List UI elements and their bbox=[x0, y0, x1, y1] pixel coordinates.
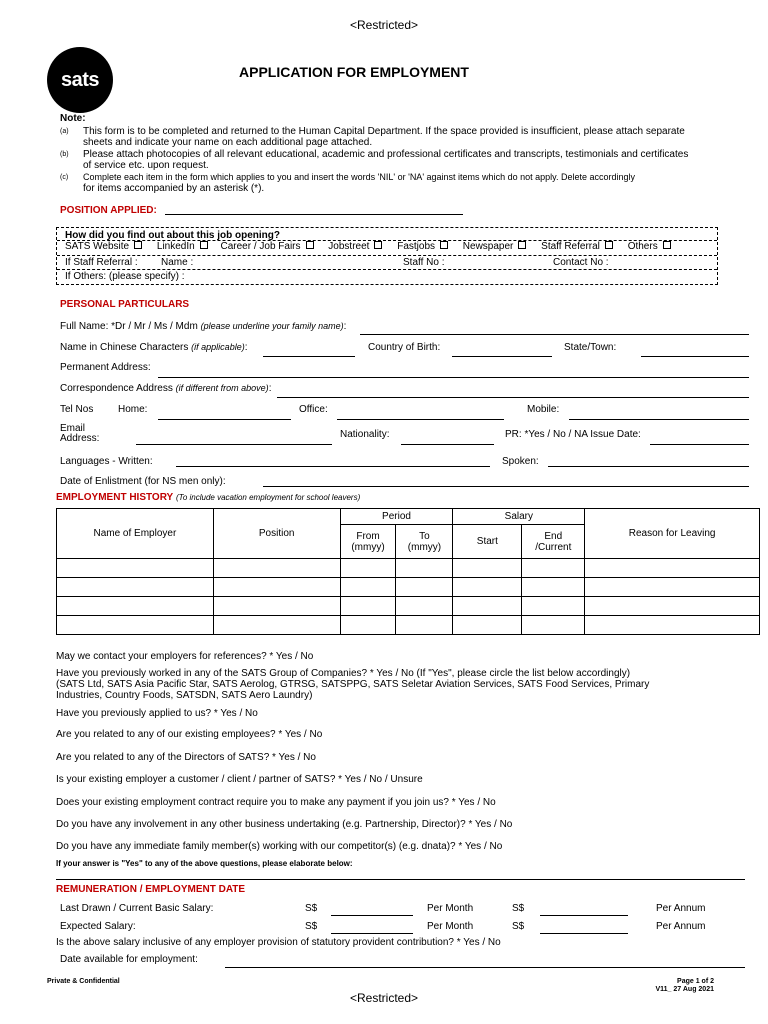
country-birth-field[interactable] bbox=[452, 356, 552, 357]
enlistment-label: Date of Enlistment (for NS men only): bbox=[60, 476, 226, 487]
referral-name-label: Name : bbox=[161, 257, 194, 268]
option-label: Fastjobs bbox=[397, 241, 436, 252]
logo-text: sats bbox=[60, 68, 100, 91]
table-row bbox=[57, 559, 760, 578]
option-label: Staff Referral bbox=[541, 241, 600, 252]
full-name-field[interactable] bbox=[360, 334, 749, 335]
employment-heading: EMPLOYMENT HISTORY bbox=[56, 492, 174, 503]
expected-month-currency: S$ bbox=[305, 921, 318, 932]
corr-address-row bbox=[60, 383, 271, 394]
question-sats-group-list-2: Industries, Country Foods, SATSDN, SATS Aero Laundry) bbox=[56, 690, 313, 701]
email-field[interactable] bbox=[136, 444, 332, 445]
permanent-address-field[interactable] bbox=[158, 377, 749, 378]
question-sats-group-list: (SATS Ltd, SATS Asia Pacific Star, SATS Aerolog, GTRSG, SATSPPG, SATS Seletar Aviation Services, SATS Food Services, Primary bbox=[56, 679, 650, 690]
checkbox-icon[interactable] bbox=[605, 241, 613, 249]
note-tag: (b) bbox=[60, 151, 69, 158]
table-cell[interactable] bbox=[522, 597, 585, 616]
full-name-label: Full Name: *Dr / Mr / Ms / Mdm bbox=[60, 321, 198, 332]
option-label: LinkedIn bbox=[156, 241, 195, 252]
table-cell[interactable] bbox=[213, 578, 340, 597]
checkbox-icon[interactable] bbox=[518, 241, 526, 249]
last-drawn-annum-field[interactable] bbox=[540, 915, 628, 916]
job-source-box bbox=[56, 227, 718, 285]
employment-table bbox=[56, 508, 760, 635]
last-drawn-per-month: Per Month bbox=[427, 903, 474, 914]
referral-staff-no-label: Staff No : bbox=[403, 257, 445, 268]
elaborate-field[interactable] bbox=[56, 879, 745, 880]
option-staff-referral[interactable] bbox=[541, 241, 613, 252]
table-cell[interactable] bbox=[522, 616, 585, 635]
checkbox-icon[interactable] bbox=[663, 241, 671, 249]
employment-hint: (To include vacation employment for school leavers) bbox=[176, 493, 361, 502]
last-drawn-month-currency: S$ bbox=[305, 903, 318, 914]
table-cell[interactable] bbox=[340, 578, 396, 597]
table-cell[interactable] bbox=[453, 559, 522, 578]
table-cell[interactable] bbox=[585, 559, 760, 578]
option-label: Jobstreet bbox=[328, 241, 370, 252]
nationality-field[interactable] bbox=[401, 444, 494, 445]
employment-heading-row bbox=[56, 492, 360, 503]
expected-per-annum: Per Annum bbox=[656, 921, 706, 932]
note-text: of service etc. upon request. bbox=[83, 160, 209, 171]
question-sats-group: Have you previously worked in any of the SATS Group of Companies? * Yes / No (If "Yes", please circle the list below accordingly) bbox=[56, 668, 631, 679]
header-reason: Reason for Leaving bbox=[585, 509, 760, 559]
question-applied: Have you previously applied to us? * Yes / No bbox=[56, 708, 258, 719]
header-end bbox=[522, 525, 585, 559]
footer-confidential: Private & Confidential bbox=[47, 978, 120, 985]
full-name-hint: (please underline your family name) bbox=[200, 321, 344, 331]
languages-written-label: Languages - Written: bbox=[60, 456, 153, 467]
header-mmyy: (mmyy) bbox=[351, 541, 385, 553]
header-mmyy: (mmyy) bbox=[407, 541, 442, 553]
table-row bbox=[57, 578, 760, 597]
last-drawn-per-annum: Per Annum bbox=[656, 903, 706, 914]
chinese-name-field[interactable] bbox=[263, 356, 355, 357]
full-name-row bbox=[60, 321, 346, 332]
note-text: This form is to be completed and returned to the Human Capital Department. If the space provided is insufficient, please attach separate bbox=[83, 126, 685, 137]
state-town-label: State/Town: bbox=[564, 342, 617, 353]
table-cell[interactable] bbox=[57, 597, 214, 616]
home-label: Home: bbox=[118, 404, 148, 415]
colon: : bbox=[244, 342, 248, 353]
expected-month-field[interactable] bbox=[331, 933, 413, 934]
option-newspaper[interactable] bbox=[463, 241, 527, 252]
position-applied-label: POSITION APPLIED: bbox=[60, 205, 157, 216]
pr-issue-date-field[interactable] bbox=[650, 444, 749, 445]
header-end-label: End bbox=[544, 530, 563, 542]
header-salary: Salary bbox=[453, 509, 585, 525]
table-cell[interactable] bbox=[340, 597, 396, 616]
tel-nos-label: Tel Nos bbox=[60, 404, 94, 415]
header-current-label: /Current bbox=[535, 541, 572, 553]
date-available-label: Date available for employment: bbox=[60, 954, 198, 965]
option-sats-website[interactable] bbox=[65, 241, 142, 252]
table-cell[interactable] bbox=[585, 597, 760, 616]
home-field[interactable] bbox=[158, 419, 291, 420]
office-label: Office: bbox=[299, 404, 328, 415]
footer-version: V11_ 27 Aug 2021 bbox=[655, 986, 714, 993]
pr-label: PR: *Yes / No / NA Issue Date: bbox=[505, 429, 641, 440]
question-business-involvement: Do you have any involvement in any other business undertaking (e.g. Partnership, Director)? * Yes / No bbox=[56, 819, 513, 830]
personal-heading: PERSONAL PARTICULARS bbox=[60, 299, 190, 310]
chinese-name-hint: (if applicable) bbox=[191, 342, 245, 352]
table-cell[interactable] bbox=[453, 578, 522, 597]
expected-annum-field[interactable] bbox=[540, 933, 628, 934]
table-cell[interactable] bbox=[522, 559, 585, 578]
colon: : bbox=[343, 321, 347, 332]
page-title: APPLICATION FOR EMPLOYMENT bbox=[239, 64, 469, 80]
referral-contact-label: Contact No : bbox=[553, 257, 609, 268]
note-text: for items accompanied by an asterisk (*). bbox=[83, 183, 265, 194]
note-label: Note: bbox=[60, 113, 86, 124]
table-cell[interactable] bbox=[213, 597, 340, 616]
option-label: Career / Job Fairs bbox=[220, 241, 301, 252]
table-cell[interactable] bbox=[57, 559, 214, 578]
referral-label: If Staff Referral : bbox=[65, 257, 138, 268]
note-text: Complete each item in the form which applies to you and insert the words 'NIL' or 'NA' against items which do not apply. Delete accordingly bbox=[83, 172, 635, 182]
header-from bbox=[340, 525, 396, 559]
spoken-field[interactable] bbox=[548, 466, 749, 467]
question-contract-payment: Does your existing employment contract require you to make any payment if you join us? * Yes / No bbox=[56, 797, 496, 808]
nationality-label: Nationality: bbox=[340, 429, 390, 440]
table-cell[interactable] bbox=[340, 616, 396, 635]
note-tag: (a) bbox=[60, 128, 69, 135]
header-start: Start bbox=[453, 525, 522, 559]
question-family-competitor: Do you have any immediate family member(s) working with our competitor(s) (e.g. dnata)? * Yes / No bbox=[56, 841, 503, 852]
chinese-name-label: Name in Chinese Characters bbox=[60, 342, 189, 353]
position-applied-field[interactable] bbox=[165, 214, 463, 215]
job-source-options bbox=[65, 241, 671, 252]
others-specify-label: If Others: (please specify) : bbox=[65, 271, 185, 282]
remuneration-heading: REMUNERATION / EMPLOYMENT DATE bbox=[56, 884, 246, 895]
table-cell[interactable] bbox=[57, 578, 214, 597]
elaborate-instruction: If your answer is "Yes" to any of the above questions, please elaborate below: bbox=[56, 859, 353, 868]
permanent-address-label: Permanent Address: bbox=[60, 362, 151, 373]
table-cell[interactable] bbox=[340, 559, 396, 578]
state-town-field[interactable] bbox=[641, 356, 749, 357]
expected-per-month: Per Month bbox=[427, 921, 474, 932]
option-label: Others bbox=[627, 241, 658, 252]
salary-inclusive-question: Is the above salary inclusive of any employer provision of statutory provident contribution? * Yes / No bbox=[56, 937, 501, 948]
checkbox-icon[interactable] bbox=[306, 241, 314, 249]
last-drawn-month-field[interactable] bbox=[331, 915, 413, 916]
checkbox-icon[interactable] bbox=[134, 241, 142, 249]
date-available-field[interactable] bbox=[225, 967, 745, 968]
table-cell[interactable] bbox=[213, 559, 340, 578]
table-row bbox=[57, 616, 760, 635]
expected-label: Expected Salary: bbox=[60, 921, 136, 932]
sats-logo bbox=[47, 47, 113, 113]
table-cell[interactable] bbox=[396, 578, 453, 597]
question-references: May we contact your employers for references? * Yes / No bbox=[56, 651, 314, 662]
checkbox-icon[interactable] bbox=[200, 241, 208, 249]
colon: : bbox=[268, 383, 272, 394]
table-cell[interactable] bbox=[585, 616, 760, 635]
table-cell[interactable] bbox=[585, 578, 760, 597]
option-jobstreet[interactable] bbox=[328, 241, 382, 252]
checkbox-icon[interactable] bbox=[440, 241, 448, 249]
table-cell[interactable] bbox=[522, 578, 585, 597]
header-period: Period bbox=[340, 509, 453, 525]
mobile-label: Mobile: bbox=[527, 404, 560, 415]
option-label: Newspaper bbox=[462, 241, 514, 252]
header-employer: Name of Employer bbox=[57, 509, 214, 559]
chinese-name-row bbox=[60, 342, 247, 353]
office-field[interactable] bbox=[337, 419, 504, 420]
table-cell[interactable] bbox=[396, 597, 453, 616]
table-cell[interactable] bbox=[213, 616, 340, 635]
footer-restricted-tag: <Restricted> bbox=[349, 991, 419, 1005]
mobile-field[interactable] bbox=[569, 419, 749, 420]
table-cell[interactable] bbox=[453, 597, 522, 616]
header-to-label: To bbox=[419, 530, 430, 542]
option-fastjobs[interactable] bbox=[397, 241, 448, 252]
languages-written-field[interactable] bbox=[176, 466, 490, 467]
last-drawn-label: Last Drawn / Current Basic Salary: bbox=[60, 903, 214, 914]
question-employer-customer: Is your existing employer a customer / client / partner of SATS? * Yes / No / Unsure bbox=[56, 774, 423, 785]
header-from-label: From bbox=[356, 530, 380, 542]
note-text: Please attach photocopies of all relevant educational, academic and professional certificates and transcripts, testimonials and certificates bbox=[83, 149, 689, 160]
question-related-employees: Are you related to any of our existing employees? * Yes / No bbox=[56, 729, 323, 740]
country-birth-label: Country of Birth: bbox=[368, 342, 441, 353]
header-to bbox=[396, 525, 453, 559]
question-related-directors: Are you related to any of the Directors of SATS? * Yes / No bbox=[56, 752, 316, 763]
table-cell[interactable] bbox=[396, 559, 453, 578]
job-source-question: How did you find out about this job opening? bbox=[65, 230, 280, 241]
email-label-2: Address: bbox=[60, 433, 100, 444]
table-row bbox=[57, 597, 760, 616]
corr-address-label: Correspondence Address bbox=[60, 383, 173, 394]
corr-address-field[interactable] bbox=[277, 397, 749, 398]
footer-page-number: Page 1 of 2 bbox=[677, 978, 714, 985]
last-drawn-annum-currency: S$ bbox=[512, 903, 525, 914]
corr-address-hint: (if different from above) bbox=[175, 383, 269, 393]
option-linkedin[interactable] bbox=[157, 241, 208, 252]
email-label-1: Email bbox=[60, 423, 86, 434]
checkbox-icon[interactable] bbox=[374, 241, 382, 249]
table-cell[interactable] bbox=[57, 616, 214, 635]
header-restricted-tag: <Restricted> bbox=[349, 18, 419, 32]
expected-annum-currency: S$ bbox=[512, 921, 525, 932]
spoken-label: Spoken: bbox=[502, 456, 539, 467]
note-text: sheets and indicate your name on each additional page attached. bbox=[83, 137, 373, 148]
enlistment-field[interactable] bbox=[263, 486, 749, 487]
option-others[interactable] bbox=[628, 241, 671, 252]
option-label: SATS Website bbox=[65, 241, 130, 252]
note-tag: (c) bbox=[60, 174, 69, 181]
option-career-fairs[interactable] bbox=[220, 241, 313, 252]
header-position: Position bbox=[213, 509, 340, 559]
table-cell[interactable] bbox=[396, 616, 453, 635]
table-cell[interactable] bbox=[453, 616, 522, 635]
